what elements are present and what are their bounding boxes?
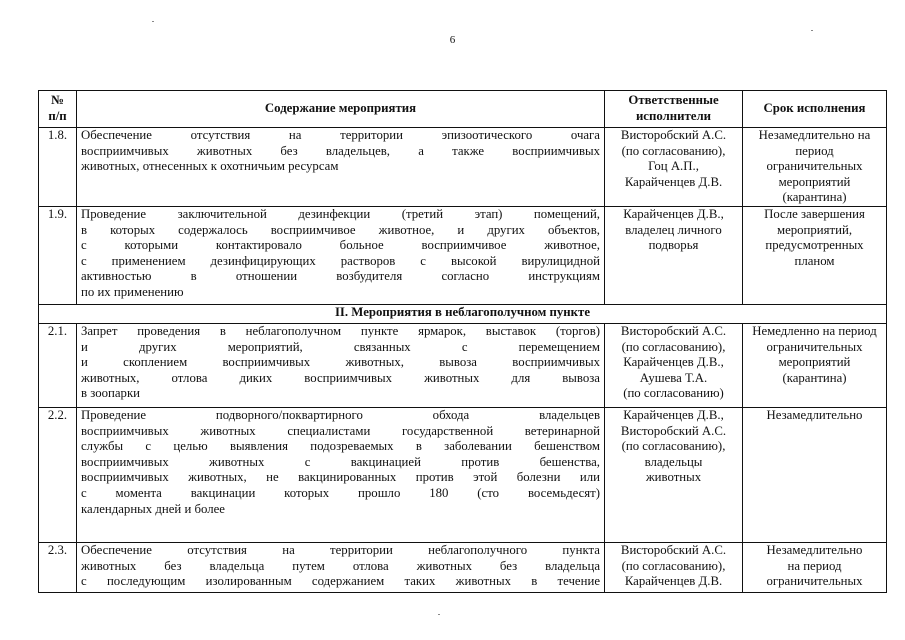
row-number: 1.8. [39,128,77,207]
deadline-line: Незамедлительно [766,542,863,557]
row-responsible [605,323,743,407]
table-row [39,323,887,407]
deadline-line: предусмотренных [765,238,864,253]
content-line: активностью в отношении возбудителя согласно инструкциям [81,269,600,284]
measures-table [38,90,887,593]
responsible-line: животных [645,470,702,485]
deadline-line: мероприятий [778,355,851,370]
deadline-line: на период [787,558,842,573]
content-line: и других мероприятий, связанных с перемещением [81,339,600,354]
row-number: 1.9. [39,206,77,304]
responsible-line: Аушева Т.А. [639,370,708,385]
content-line: животных без владельца путем отлова животных без владельца [81,558,600,573]
deadline-line: Немедленно на период [752,323,877,338]
header-responsible: Ответственные исполнители [605,91,743,128]
row-content [77,323,605,407]
responsible-line: Висторобский А.С. [620,423,727,438]
responsible-line: (по согласованию), [621,439,726,454]
row-deadline [743,128,887,207]
row-content [77,128,605,207]
content-line: с применением дезинфицирующих растворов с высокой вирулицидной [81,253,600,268]
deadline-line: мероприятий [778,174,851,189]
row-responsible [605,128,743,207]
table-row [39,542,887,592]
deadline-line: Незамедлительно на [758,128,871,142]
content-line: Проведение подворного/поквартирного обхода владельцев [81,407,600,422]
content-line: Запрет проведения в неблагополучном пункте ярмарок, выставок (торгов) [81,323,600,338]
row-content [77,542,605,592]
row-responsible [605,542,743,592]
deadline-line: ограничительных [766,339,863,354]
page-number: 6 [449,34,456,46]
content-line: животных, отлова диких восприимчивых животных для вывоза [81,370,600,385]
content-line: с которыми контактировало больное восприимчивое животное, [81,238,600,253]
content-line: службы с целью выявления подозреваемых в заболевании бешенством [81,439,600,454]
content-line: и скоплением восприимчивых животных, вывоза восприимчивых [81,355,600,370]
responsible-line: (по согласованию), [621,339,726,354]
table-row [39,206,887,304]
row-content [77,407,605,542]
content-line: с момента вакцинации которых прошло 180 (сто восемьдесят) [81,485,600,500]
content-line: в зоопарки [81,386,141,401]
section-title: II. Мероприятия в неблагополучном пункте [39,304,887,323]
responsible-line: Висторобский А.С. [620,323,727,338]
table-header-row [39,91,887,128]
responsible-line: подворья [648,238,699,253]
content-line: с последующим изолированным содержанием таких животных в течение [81,574,600,589]
responsible-line: (по согласованию), [621,558,726,573]
content-line: по их применению [81,284,184,299]
row-deadline [743,542,887,592]
scan-speck [811,30,813,31]
row-number: 2.2. [39,407,77,542]
responsible-line: Карайченцев Д.В., [623,407,724,422]
deadline-line: Незамедлительно [766,407,863,422]
header-deadline: Срок исполнения [743,91,887,128]
responsible-line: (по согласованию) [623,386,724,401]
content-line: животных, отнесенных к охотничьим ресурсам [81,159,339,174]
deadline-line: После завершения [764,206,865,221]
content-line: в которых содержалось восприимчивое животное, и других объектов, [81,222,600,237]
content-line: Обеспечение отсутствия на территории неблагополучного пункта [81,542,600,557]
row-content [77,206,605,304]
deadline-line: ограничительных [766,574,863,589]
section-row [39,304,887,323]
row-deadline [743,407,887,542]
header-content: Содержание мероприятия [77,91,605,128]
scan-speck [438,614,440,615]
responsible-line: Висторобский А.С. [620,542,727,557]
responsible-line: Карайченцев Д.В. [624,574,723,589]
row-responsible [605,206,743,304]
responsible-line: Карайченцев Д.В. [624,174,723,189]
row-deadline [743,206,887,304]
content-line: восприимчивых животных специалистами государственной ветеринарной [81,423,600,438]
row-responsible [605,407,743,542]
content-line: Обеспечение отсутствия на территории эпизоотического очага [81,128,600,142]
content-line: восприимчивых животных без владельцев, а также восприимчивых [81,143,600,158]
responsible-line: владельцы [644,454,703,469]
row-number: 2.3. [39,542,77,592]
responsible-line: Гоц А.П., [648,159,699,174]
deadline-line: планом [794,253,835,268]
content-line: Проведение заключительной дезинфекции (третий этап) помещений, [81,206,600,221]
deadline-line: (карантина) [782,370,847,385]
responsible-line: владелец личного [625,222,722,237]
content-line: восприимчивых животных, не вакцинированных против этой болезни или [81,470,600,485]
table-row [39,128,887,207]
table-row [39,407,887,542]
content-line: календарных дней и более [81,501,225,516]
scan-speck [152,21,154,22]
deadline-line: мероприятий, [776,222,853,237]
responsible-line: (по согласованию), [621,143,726,158]
content-line: восприимчивых животных с вакцинацией против бешенства, [81,454,600,469]
responsible-line: Карайченцев Д.В., [623,355,724,370]
responsible-line: Карайченцев Д.В., [623,206,724,221]
header-num: № п/п [39,91,77,128]
deadline-line: (карантина) [782,190,847,205]
deadline-line: период ограничительных [766,143,863,174]
row-deadline [743,323,887,407]
responsible-line: Висторобский А.С. [620,128,727,142]
row-number: 2.1. [39,323,77,407]
